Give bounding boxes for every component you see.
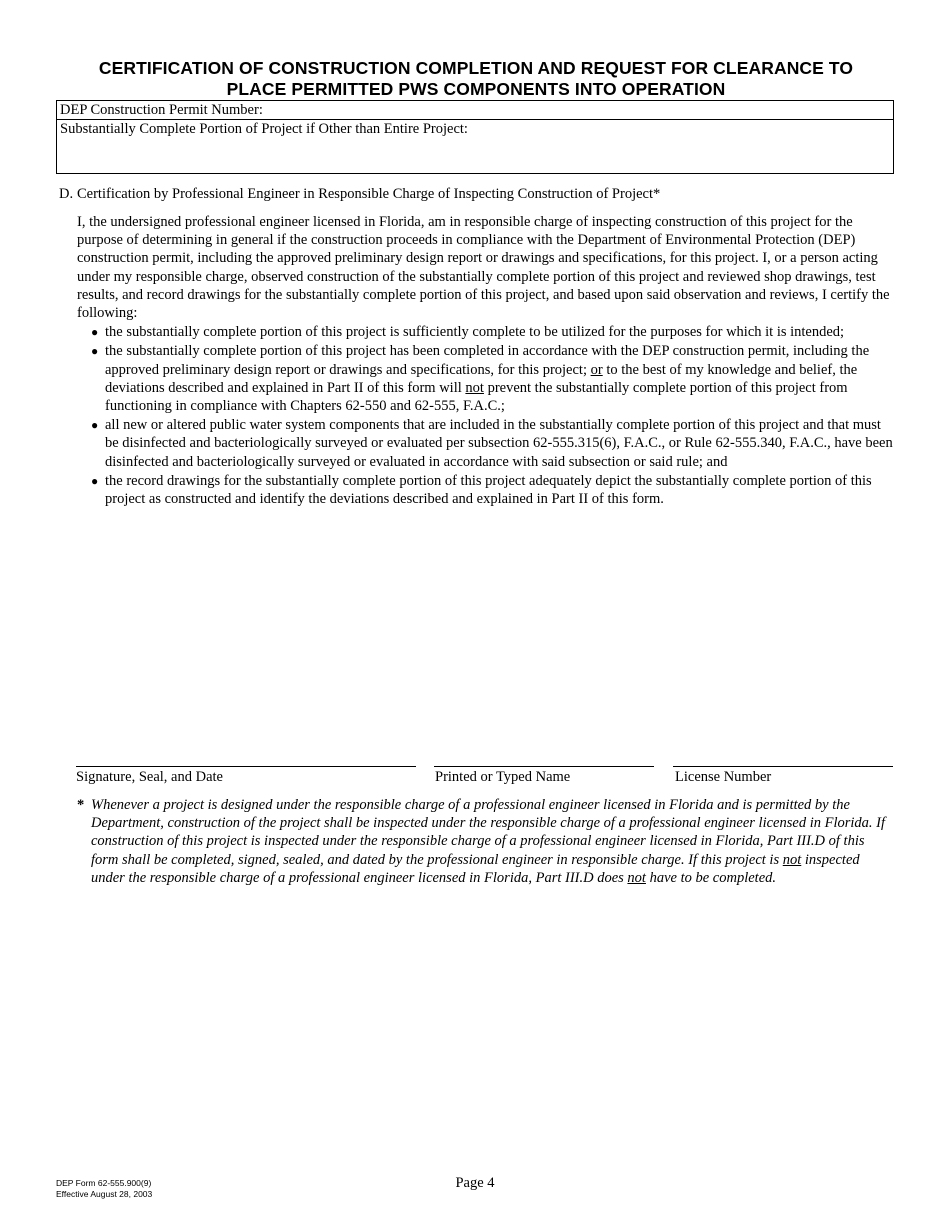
section-d-letter: D. — [59, 186, 74, 202]
form-identifier — [56, 1178, 152, 1200]
bullet-text: prevent the substantially complete portion of this project from functioning in compliance with Chapters 62-550 and 62-555, F.A.C.; — [105, 379, 848, 415]
bullet-icon: ● — [91, 325, 99, 340]
permit-number-field[interactable] — [57, 101, 893, 120]
list-item — [77, 323, 895, 341]
form-number: DEP Form 62-555.900(9) — [56, 1178, 152, 1188]
substantially-complete-portion-label: Substantially Complete Portion of Project if Other than Entire Project: — [60, 121, 468, 137]
footnote-asterisk: * — [77, 797, 85, 813]
bullet-icon: ● — [91, 473, 99, 488]
effective-date: Effective August 28, 2003 — [56, 1189, 153, 1199]
substantially-complete-portion-field[interactable] — [57, 120, 893, 138]
underlined-not: not — [465, 379, 484, 396]
signature-line[interactable] — [76, 766, 416, 767]
title-line-2: PLACE PERMITTED PWS COMPONENTS INTO OPERATION — [226, 79, 726, 99]
list-item — [77, 416, 895, 471]
underlined-not: not — [627, 869, 646, 886]
bullet-icon: ● — [91, 344, 99, 359]
list-item — [77, 342, 895, 415]
footnote-part: have to be completed. — [645, 869, 776, 886]
underlined-or: or — [590, 361, 603, 378]
permit-info-box — [56, 100, 894, 174]
section-d-heading-text: Certification by Professional Engineer in Responsible Charge of Inspecting Construction of Project* — [77, 186, 661, 202]
bullet-icon: ● — [91, 418, 99, 433]
printed-name-line[interactable] — [434, 766, 654, 767]
title-line-1: CERTIFICATION OF CONSTRUCTION COMPLETION AND REQUEST FOR CLEARANCE TO — [98, 58, 854, 78]
permit-number-label: DEP Construction Permit Number: — [60, 102, 263, 118]
list-item — [77, 472, 895, 508]
footnote-text — [77, 796, 892, 887]
underlined-not: not — [782, 851, 802, 868]
footnote — [77, 796, 892, 887]
bullet-text: to the best of my knowledge and belief, the deviations described and explained in Part II of this form will — [105, 361, 858, 396]
certification-intro: I, the undersigned professional engineer licensed in Florida, am in responsible charge of inspecting construction of this project for the purpose of determining in general if the construction proceeds in compliance with the Department of Environmental Protection (DEP) construction permit, including the approved preliminary design report or drawings and specifications, for this project. I, or a person acting under my responsible charge, observed construction of the substantially complete portion of this project and reviewed shop drawings, test results, and record drawings for the substantially complete portion of this project, and based upon said observation and reviews, I certify the following: — [77, 214, 890, 322]
page-number: Page 4 — [455, 1175, 495, 1191]
section-d-heading — [59, 185, 889, 203]
bullet-text: the record drawings for the substantially complete portion of this project adequately depict the substantially complete portion of this project as constructed and identify the deviations described and explained in Part II of this form. — [105, 472, 872, 508]
footnote-part: Whenever a project is designed under the responsible charge of a professional engineer licensed in Florida and is permitted by the Department, construction of the project shall be inspected under the responsible charge of a professional engineer licensed in Florida. If construction of this project is inspected under the responsible charge of a professional engineer licensed in Florida, Part III.D of this form shall be completed, signed, sealed, and dated by the professional engineer in responsible charge. If this project is — [91, 797, 886, 868]
bullet-text: the substantially complete portion of this project is sufficiently complete to be utilized for the purposes for which it is intended; — [105, 324, 845, 341]
bullet-text: all new or altered public water system components that are included in the substantially complete portion of this project and that must be disinfected and bacteriologically surveyed or evaluated per subsection 62-555.315(6), F.A.C., or Rule 62-555.340, F.A.C., have been disinfected and bacteriologically surveyed or evaluated in accordance with said subsection or said rule; and — [105, 417, 893, 470]
certification-body — [77, 213, 895, 509]
printed-name-label: Printed or Typed Name — [435, 769, 571, 785]
signature-label: Signature, Seal, and Date — [76, 769, 223, 785]
license-number-line[interactable] — [673, 766, 893, 767]
footnote-part: inspected under the responsible charge of a professional engineer licensed in Florida, Part III.D does — [91, 851, 860, 886]
license-number-label: License Number — [675, 769, 772, 785]
certification-list — [77, 323, 895, 508]
bullet-text: the substantially complete portion of this project has been completed in accordance with the DEP construction permit, including the approved preliminary design report or drawings and specifications, for this project; — [105, 343, 870, 378]
page-title — [56, 58, 896, 100]
